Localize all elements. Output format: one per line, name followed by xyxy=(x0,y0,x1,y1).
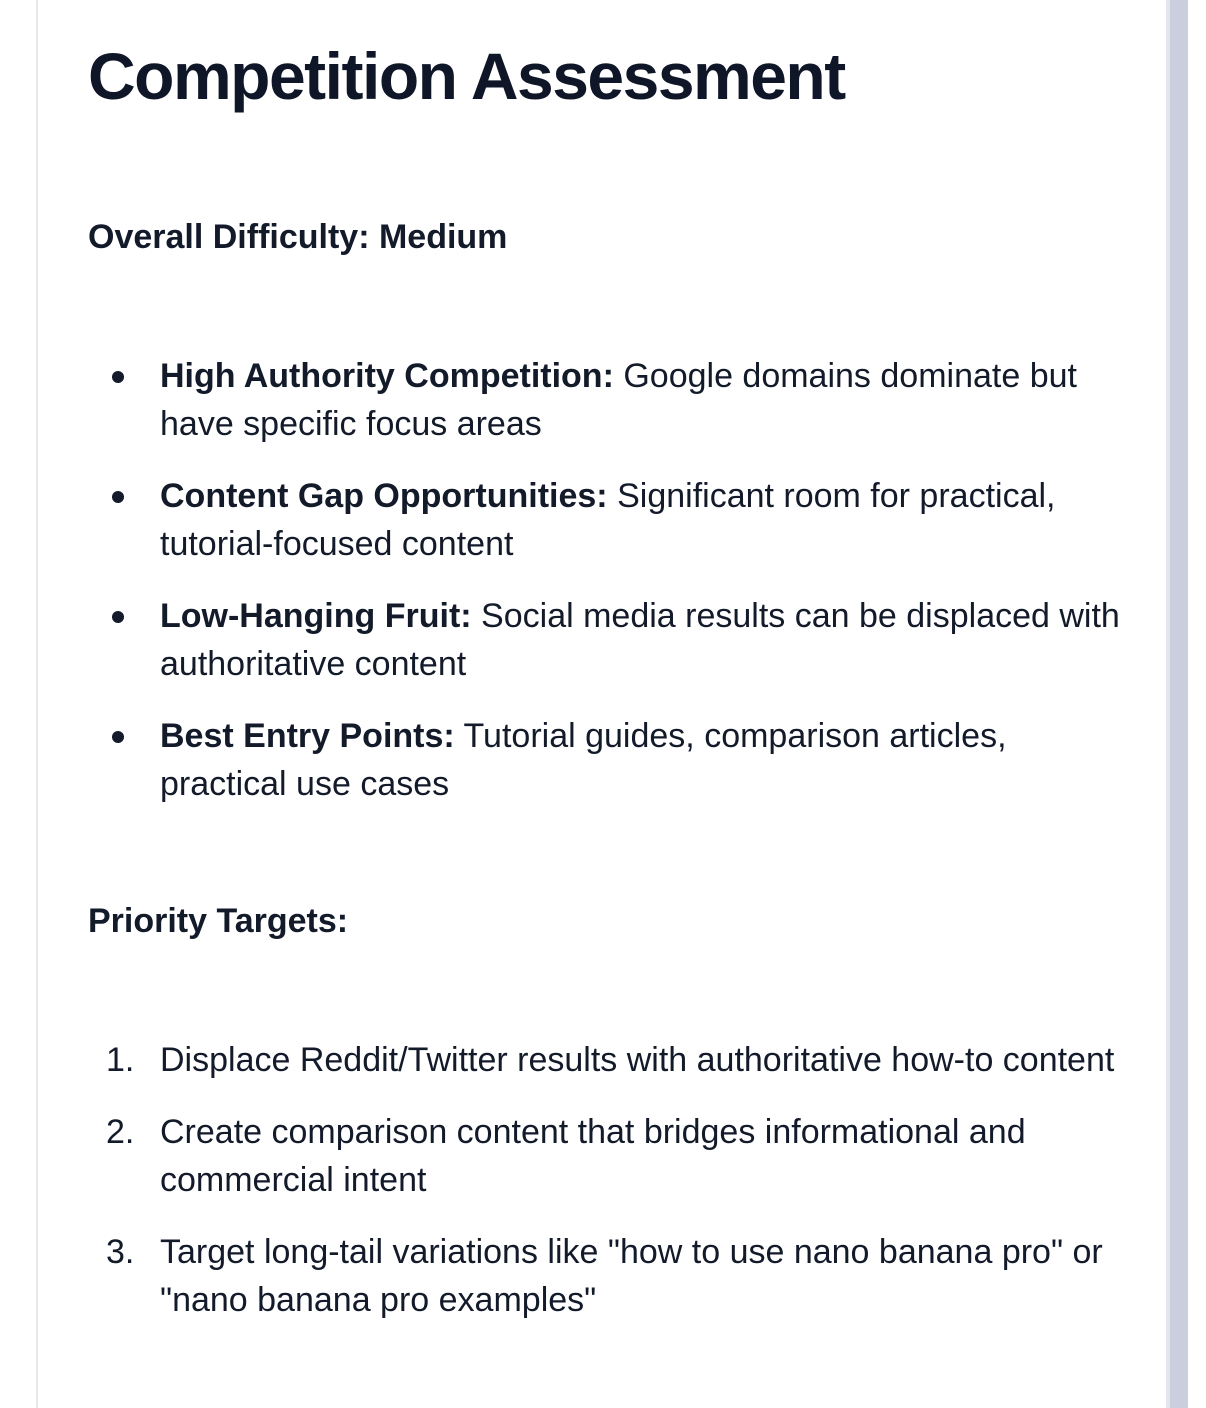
item-text: Significant room for practical, tutorial-focused content xyxy=(160,477,1056,563)
item-text: Displace Reddit/Twitter results with authoritative how-to content xyxy=(160,1041,1115,1079)
list-item xyxy=(88,352,1128,448)
numbered-item xyxy=(88,1228,1128,1324)
bullet-icon xyxy=(112,491,124,503)
bullet-icon xyxy=(112,731,124,743)
numbered-item xyxy=(88,1108,1128,1204)
priority-targets-list xyxy=(88,1036,1128,1348)
assessment-list xyxy=(88,352,1128,832)
item-title: Content Gap Opportunities: xyxy=(160,477,608,515)
priority-targets-heading: Priority Targets: xyxy=(88,902,349,940)
item-text: Social media results can be displaced with authoritative content xyxy=(160,597,1120,683)
list-item xyxy=(88,592,1128,688)
item-number: 3. xyxy=(106,1233,135,1271)
item-text: Target long-tail variations like "how to use nano banana pro" or "nano banana pro examples" xyxy=(160,1233,1103,1319)
item-text: Google domains dominate but have specific focus areas xyxy=(160,357,1077,443)
item-title: High Authority Competition: xyxy=(160,357,614,395)
numbered-item xyxy=(88,1036,1128,1084)
list-item xyxy=(88,712,1128,808)
item-text: Tutorial guides, comparison articles, practical use cases xyxy=(160,717,1007,803)
content-left-border xyxy=(36,0,38,1408)
scrollbar[interactable] xyxy=(1170,0,1188,1408)
item-title: Best Entry Points: xyxy=(160,717,455,755)
bullet-icon xyxy=(112,371,124,383)
page-title: Competition Assessment xyxy=(88,39,845,113)
item-number: 2. xyxy=(106,1113,135,1151)
bullet-icon xyxy=(112,611,124,623)
list-item xyxy=(88,472,1128,568)
item-number: 1. xyxy=(106,1041,135,1079)
item-title: Low-Hanging Fruit: xyxy=(160,597,472,635)
item-text: Create comparison content that bridges informational and commercial intent xyxy=(160,1113,1026,1199)
overall-difficulty: Overall Difficulty: Medium xyxy=(88,218,508,256)
